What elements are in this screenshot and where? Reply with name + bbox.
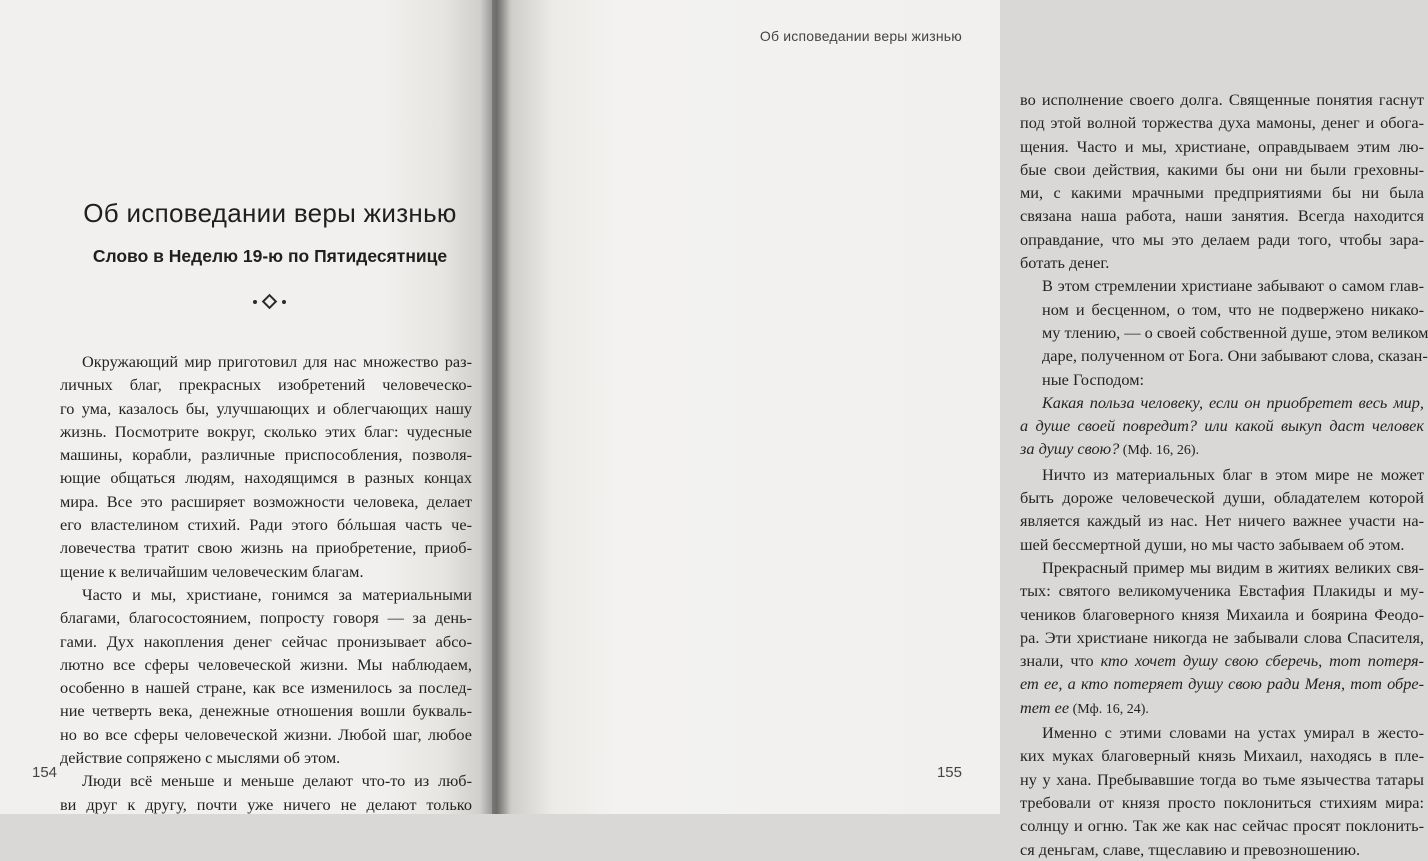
text-line: солнцу и огню. Так же как нас сейчас просят поклонить- (1020, 816, 1424, 836)
running-head: Об исповедании веры жизнью (759, 28, 962, 44)
text-line: благами, благосостоянием, попросту говоря — за день- (60, 608, 472, 628)
quote-text: тет ее (1020, 697, 1070, 717)
right-page (492, 0, 1428, 859)
text-line: Именно с этими словами на устах умирал в жесто- (1042, 723, 1424, 743)
text-line: ном и бесценном, о том, что не подвержено никако- (1042, 299, 1424, 319)
paragraph (60, 769, 472, 816)
scripture-quote (1020, 391, 1424, 463)
text-line: щение к величайшим человеческим благам. (60, 561, 364, 581)
text-line: ющие общаться людям, находящимся в разных концах (60, 468, 472, 488)
text-line: ботать денег. (1020, 253, 1110, 273)
paragraph (60, 350, 472, 583)
text-line: личных благ, прекрасных изобретений человеческо- (60, 375, 472, 395)
paragraph (1020, 463, 1424, 556)
text-line: действие сопряжено с мыслями об этом. (60, 748, 341, 768)
text-line: ние четверть века, денежные отношения вошли букваль- (60, 701, 472, 721)
text-line: гами. Дух накопления денег сейчас пронизывает абсо- (60, 631, 472, 651)
chapter-subtitle: Слово в Неделю 19-ю по Пятидесятнице (92, 246, 448, 266)
quote-text: за душу свою? (1020, 439, 1120, 459)
text-line: Прекрасный пример мы видим в житиях великих свя- (1042, 557, 1424, 577)
text-line: ловечества тратит свою жизнь на приобретение, приоб- (60, 538, 472, 558)
text-line: ви друг к другу, почти уже ничего не делают только (60, 794, 472, 814)
left-page (0, 0, 492, 814)
text-line: чеников благоверного князя Михаила и боярина Феодо- (1020, 604, 1424, 624)
quote-line: ет ее, а кто потеряет душу свою ради Меня, тот обре- (1020, 674, 1424, 694)
quote-text: кто хочет душу свою сберечь, тот потеря- (1100, 651, 1424, 671)
text-line: ся деньгам, славе, тщеславию и превозношению. (1020, 839, 1361, 859)
text-line: связана наша работа, наши занятия. Всегда находится (1020, 206, 1424, 226)
text-line (1020, 696, 1424, 721)
text-line: В этом стремлении христиане забывают о самом глав- (1042, 276, 1424, 296)
text-line: жизнь. Посмотрите вокруг, сколько этих благ: чудесные (60, 421, 472, 441)
left-body-text (60, 350, 472, 816)
text-line: ми, с какими мрачными предприятиями бы ни была (1020, 183, 1424, 203)
text-line: го ума, казалось бы, улучшающих и облегчающих нашу (60, 398, 472, 418)
text-line: особенно в нашей стране, как все изменилось за послед- (60, 678, 472, 698)
quote-line: а душе своей повредит? или какой выкуп даст человек (1020, 416, 1424, 436)
text-line: бые свои действия, какими бы они ни были греховны- (1020, 159, 1424, 179)
page-number-left: 154 (32, 764, 58, 781)
text-line: ра. Эти христиане никогда не забывали слова Спасителя, (1020, 627, 1424, 647)
paragraph (1020, 721, 1424, 861)
text-line: щения. Часто и мы, христиане, оправдываем этим лю- (1020, 136, 1424, 156)
text-line: шей бессмертной души, но мы часто забываем об этом. (1020, 534, 1405, 554)
quote-line (1020, 437, 1424, 462)
text-line: Люди всё меньше и меньше делают что-то из люб- (82, 771, 472, 791)
right-body-text (1020, 88, 1428, 861)
text-line: ких муках благоверный князь Михаил, находясь в пле- (1020, 746, 1424, 766)
text-line: даре, полученном от Бога. Они забывают слова, сказан- (1042, 346, 1428, 366)
text-line: во исполнение своего долга. Священные понятия гаснут (1020, 90, 1424, 109)
text-line: является каждый из нас. Нет ничего важнее участи на- (1020, 511, 1424, 531)
text-line: но во все сферы человеческой жизни. Любой шаг, любое (60, 724, 472, 744)
text-line: быть дороже человеческой души, обладателем которой (1020, 488, 1424, 508)
text-line: мира. Все это расширяет возможности человека, делает (60, 491, 472, 511)
paragraph (1020, 556, 1424, 721)
text-line: оправдание, что мы это делаем ради того, чтобы зара- (1020, 229, 1424, 249)
text-line (1020, 649, 1424, 672)
text-line: тых: святого великомученика Евстафия Плакиды и му- (1020, 581, 1424, 601)
text-line: ные Господом: (1042, 369, 1145, 389)
page-number-right: 155 (936, 764, 962, 781)
text-line: Часто и мы, христиане, гонимся за материальными (82, 584, 472, 604)
paragraph (1020, 88, 1424, 274)
scripture-reference: (Мф. 16, 26). (1119, 443, 1200, 459)
text-line: ну у хана. Пребывавшие тогда во тьме язычества татары (1020, 769, 1424, 789)
text-line: под этой волной торжества духа мамоны, денег и обога- (1020, 113, 1424, 133)
paragraph (1020, 274, 1428, 390)
paragraph (60, 583, 472, 769)
text-line: его властелином стихий. Ради этого бóльшая часть че- (60, 515, 472, 535)
quote-line: Какая польза человеку, если он приобретет весь мир, (1042, 392, 1424, 412)
dot-diamond-dot-ornament-icon (250, 292, 290, 312)
text-line: требовали от князя просто поклониться стихиям мира: (1020, 792, 1424, 812)
text-line: машины, корабли, различные приспособления, позволя- (60, 445, 472, 465)
text-line: Окружающий мир приготовил для нас множество раз- (82, 352, 472, 371)
text-line: му тлению, — о своей собственной душе, этом великом (1042, 322, 1428, 342)
text-line: лютно все сферы человеческой жизни. Мы наблюдаем, (60, 654, 472, 674)
text-line: Ничто из материальных благ в этом мире не может (1042, 464, 1424, 484)
scripture-reference: (Мф. 16, 24). (1069, 701, 1149, 717)
chapter-title: Об исповедании веры жизнью (83, 198, 457, 228)
text-span: знали, что (1020, 651, 1101, 671)
